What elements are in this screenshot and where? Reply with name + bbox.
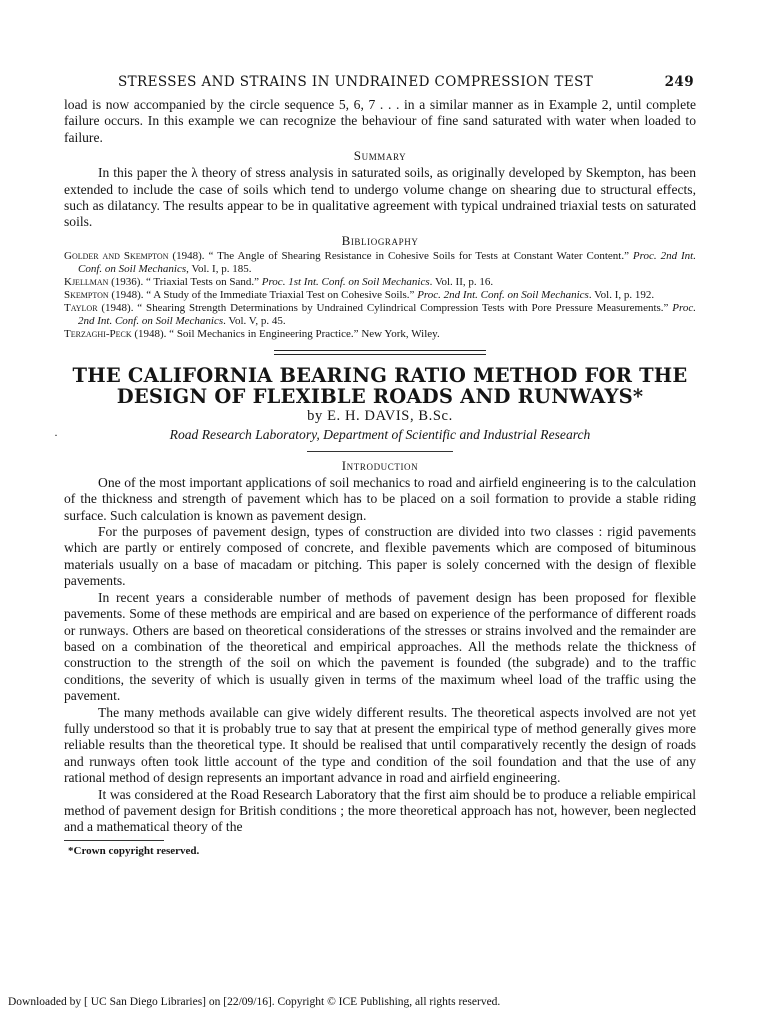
bib-title: (1948). “ Soil Mechanics in Engineering Practice.” New York, Wiley. [131, 327, 440, 340]
article-title [64, 365, 696, 407]
bib-author: Golder and Skempton [64, 249, 169, 262]
bibliography-entry [64, 250, 696, 276]
bib-author: Kjellman [64, 275, 109, 288]
bib-author: Taylor [64, 301, 98, 314]
author-byline: by E. H. DAVIS, B.Sc. [307, 407, 453, 424]
bibliography-heading: Bibliography [341, 232, 419, 248]
body-paragraph: In recent years a considerable number of methods of pavement design has been proposed for flexible pavements. Some of these methods are empirical and are based on experience of the performance of different roads or runways. Others are based on theoretical considerations of the stresses or strains involved and the remainder are based on a combination of the theoretical and empirical approaches. All the methods relate the thickness of construction to the strength of the soil on which the pavement is founded (the subgrade) and to the traffic conditions, the severity of which is usually given in terms of the maximum wheel load of the traffic using the pavement. [64, 589, 696, 704]
summary-heading: Summary [353, 148, 407, 164]
bibliography-list [64, 250, 696, 341]
bib-source: Proc. 2nd Int. Conf. on Soil Mechanics [417, 288, 589, 301]
previous-article-continuation: load is now accompanied by the circle sequence 5, 6, 7 . . . in a similar manner as in Example 2, until complete failure occurs. In this example we can recognize the behaviour of fine sand saturated with water when loaded to failure. [64, 97, 696, 145]
bib-title: (1948). “ The Angle of Shearing Resistance in Cohesive Soils for Tests at Constant Water Content.” [168, 249, 633, 262]
bibliography-entry [64, 328, 696, 341]
page-number: 249 [664, 74, 694, 90]
bib-title: (1936). “ Triaxial Tests on Sand.” [108, 275, 262, 288]
bib-volume: . Vol. I, p. 192. [588, 288, 655, 301]
section-divider [274, 350, 486, 355]
bib-volume: , Vol. I, p. 185. [186, 262, 252, 275]
journal-page [64, 74, 696, 858]
running-head [118, 74, 694, 90]
bib-source: Proc. 2nd Int. Conf. on Soil Mechanics [78, 301, 696, 327]
body-paragraph: It was considered at the Road Research Laboratory that the first aim should be to produce a reliable empirical method of pavement design for British conditions ; the more theoretical approach has not, however, been neglected and a mathematical theory of the [64, 786, 696, 835]
margin-dot: · [54, 428, 58, 442]
introduction-heading: Introduction [341, 457, 419, 473]
title-rule [307, 451, 453, 452]
running-head-title: STRESSES AND STRAINS IN UNDRAINED COMPRESSION TEST [118, 74, 594, 90]
body-paragraph: For the purposes of pavement design, types of construction are divided into two classes : rigid pavements which are partly or entirely composed of concrete, and flexible pavements which are composed of bituminous materials usually on a base of macadam or pitching. This paper is solely concerned with the design of flexible pavements. [64, 524, 696, 589]
author-affiliation: Road Research Laboratory, Department of Scientific and Industrial Research [169, 426, 591, 442]
body-paragraph: The many methods available can give widely different results. The theoretical aspects involved are not yet fully understood so that it is probably true to say that at present the empirical type of method generally gives more reliable results than the theoretical type. It should be realised that until comparatively recently the design of roads and runways often took little account of the type and condition of the soil foundation and that the use of any rational method of design represents an important advance in road and airfield engineering. [64, 704, 696, 786]
bib-title: (1948). “ A Study of the Immediate Triaxial Test on Cohesive Soils.” [108, 288, 418, 301]
bibliography-entry [64, 289, 696, 302]
bib-title: (1948). “ Shearing Strength Determinations by Undrained Cylindrical Compression Tests with Pore Pressure Measurements.” [97, 301, 673, 314]
body-paragraph: One of the most important applications of soil mechanics to road and airfield engineering is to the calculation of the thickness and strength of pavement which has to be placed on a soil formation to provide a stable riding surface. Such calculation is known as pavement design. [64, 474, 696, 523]
bib-source: Proc. 1st Int. Conf. on Soil Mechanics [261, 275, 430, 288]
article-title-line-1: THE CALIFORNIA BEARING RATIO METHOD FOR THE [72, 363, 688, 387]
bibliography-entry [64, 302, 696, 328]
download-notice: Downloaded by [ UC San Diego Libraries] on [22/09/16]. Copyright © ICE Publishing, all rights reserved. [8, 996, 501, 1008]
bib-volume: . Vol. V, p. 45. [223, 314, 286, 327]
bibliography-entry [64, 276, 696, 289]
bib-volume: . Vol. II, p. 16. [429, 275, 494, 288]
footnote: *Crown copyright reserved. [68, 844, 200, 857]
footnote-rule [64, 840, 164, 841]
bib-source: Proc. 2nd Int. Conf. on Soil Mechanics [78, 249, 696, 275]
article-title-line-2: DESIGN OF FLEXIBLE ROADS AND RUNWAYS* [116, 384, 644, 408]
summary-paragraph: In this paper the λ theory of stress analysis in saturated soils, as originally developed by Skempton, has been extended to include the case of soils which tend to undergo volume change on shearing due to structural effects, such as dilatancy. The results appear to be in qualitative agreement with typical undrained triaxial tests on saturated soils. [64, 165, 696, 230]
bib-author: Skempton [64, 288, 109, 301]
bib-author: Terzaghi-Peck [64, 327, 132, 340]
